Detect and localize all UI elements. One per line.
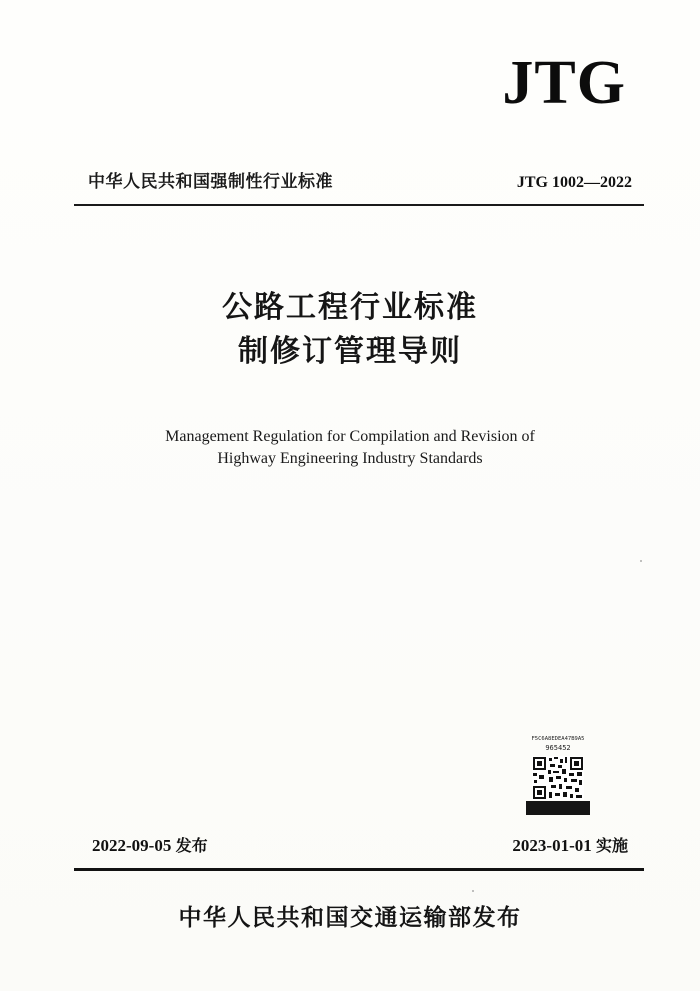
- chinese-title-line-2: 制修订管理导则: [238, 334, 462, 369]
- english-title-line-1: Management Regulation for Compilation and Revision of: [165, 428, 535, 445]
- footer-divider: [74, 868, 644, 871]
- serial-number-short: 965452: [545, 744, 571, 752]
- chinese-title-line-1: 公路工程行业标准: [222, 290, 478, 325]
- label-barcode-bar: [526, 801, 590, 815]
- issue-label: 发布: [175, 836, 208, 855]
- issue-date-value: 2022-09-05: [92, 836, 172, 855]
- serial-number: F5C6A8EDEA47B9A5: [531, 736, 585, 742]
- anti-counterfeit-label: [526, 736, 590, 828]
- standard-code: JTG 1002—2022: [516, 174, 632, 191]
- implementation-date-value: 2023-01-01: [512, 836, 592, 855]
- issue-date: [92, 834, 208, 858]
- english-title-line-2: Highway Engineering Industry Standards: [217, 450, 483, 467]
- qr-code-icon: [532, 756, 584, 800]
- chinese-title: [0, 286, 700, 374]
- jtg-logo: JTG: [502, 49, 626, 117]
- english-title: [0, 426, 700, 470]
- implementation-date: [512, 834, 628, 858]
- scan-speck: [472, 890, 474, 892]
- standard-category: 中华人民共和国强制性行业标准: [88, 172, 333, 192]
- implementation-label: 实施: [595, 836, 628, 855]
- scan-speck: [640, 560, 642, 562]
- header-divider: [74, 204, 644, 206]
- publisher: 中华人民共和国交通运输部发布: [178, 905, 522, 931]
